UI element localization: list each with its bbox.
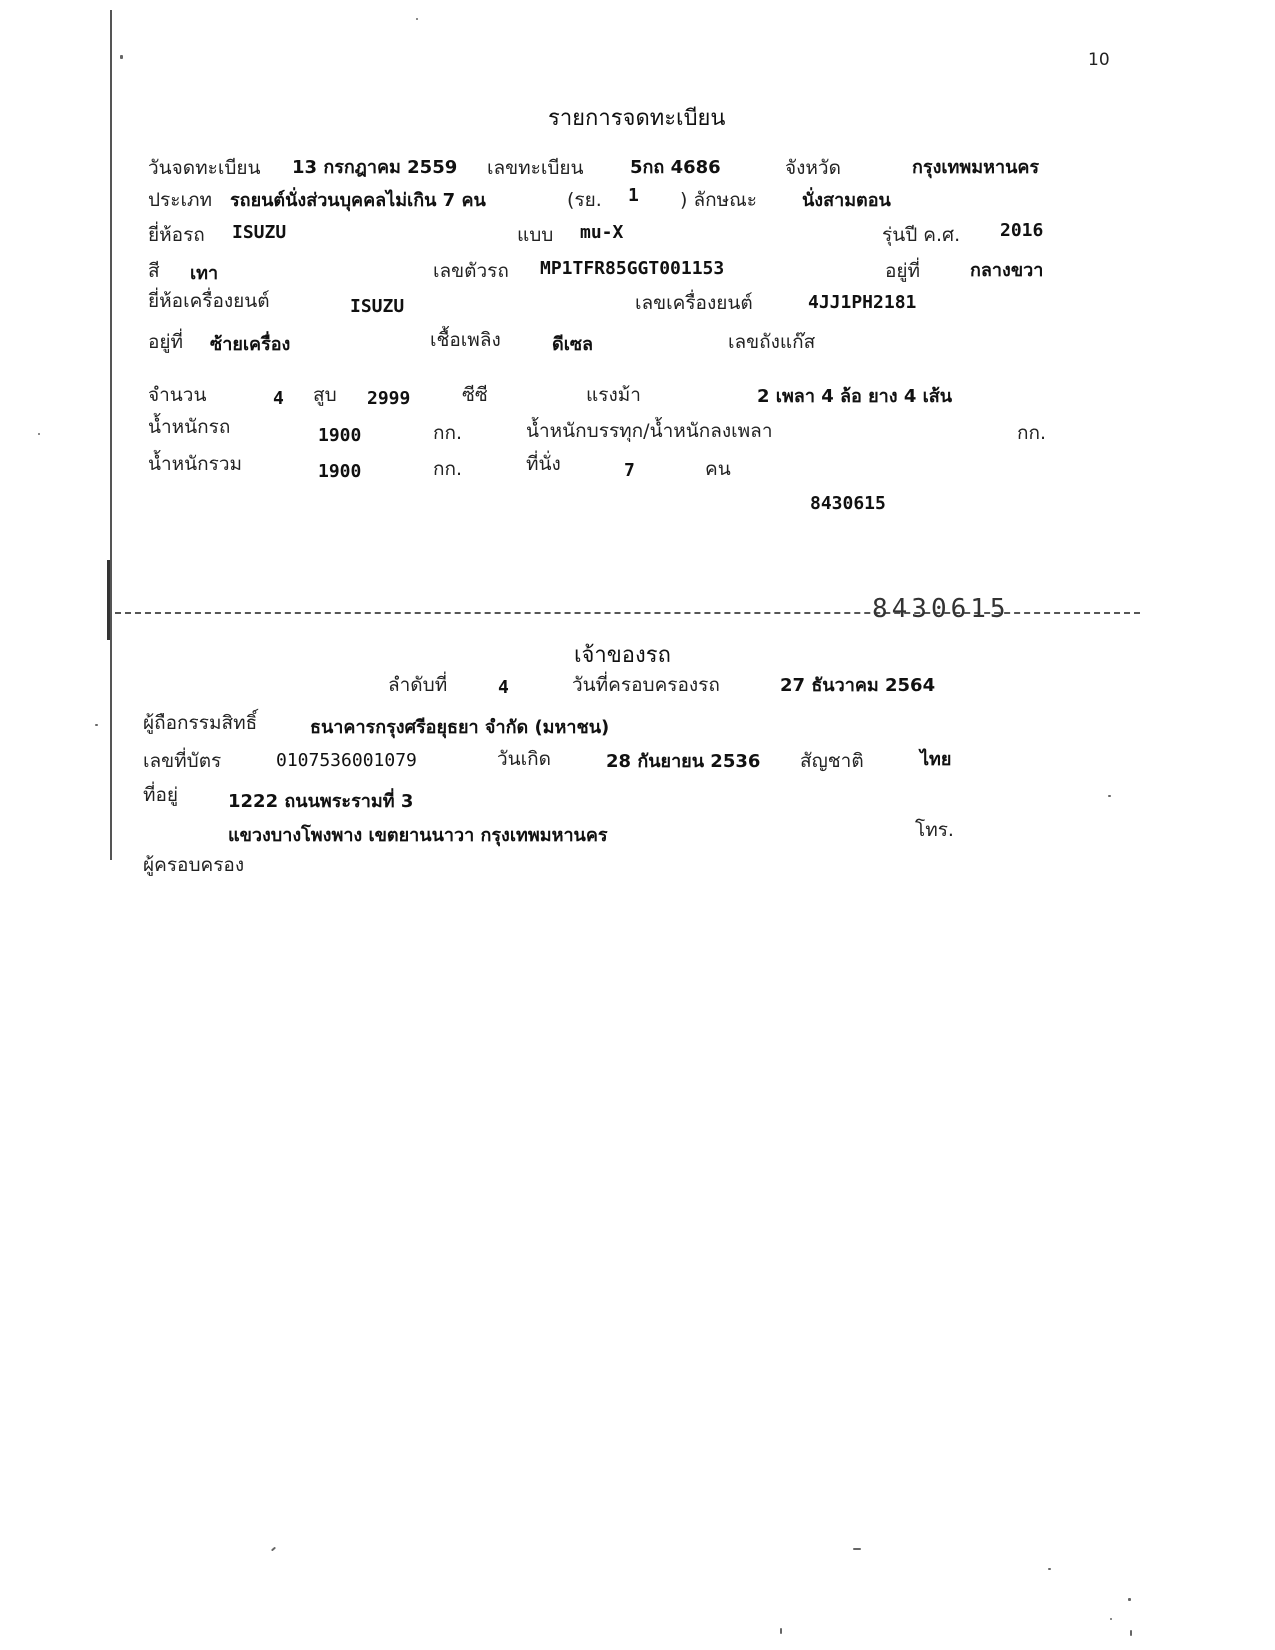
style-value: นั่งสามตอน xyxy=(802,190,891,211)
page-number: 10 xyxy=(1088,50,1110,70)
cc-label: ซีซี xyxy=(462,384,488,406)
cutoff-text: ผู้ครอบครอง xyxy=(143,854,245,876)
stamped-code-cut xyxy=(872,594,1010,624)
plate-label: เลขทะเบียน xyxy=(487,157,584,179)
birth-date-value: 28 กันยายน 2536 xyxy=(606,751,761,772)
possession-date-label: วันที่ครอบครองรถ xyxy=(572,674,720,696)
model-value: mu-X xyxy=(580,222,624,243)
possession-date-value: 27 ธันวาคม 2564 xyxy=(780,675,936,696)
fuel-value: ดีเซล xyxy=(552,334,594,355)
seats-label: ที่นั่ง xyxy=(526,453,561,475)
chassis-location-value: กลางขวา xyxy=(970,260,1044,281)
document-code: 8430615 xyxy=(810,493,886,514)
id-number-label: เลขที่บัตร xyxy=(143,750,222,772)
binding-edge-mark xyxy=(107,560,110,640)
vehicle-weight-label: น้ำหนักรถ xyxy=(148,416,231,438)
scan-speck xyxy=(95,724,98,726)
scan-speck xyxy=(416,18,418,20)
year-value: 2016 xyxy=(1000,220,1044,241)
address-label: ที่อยู่ xyxy=(143,784,179,806)
scan-speck xyxy=(853,1548,861,1550)
ry-value: 1 xyxy=(628,185,639,206)
gas-tank-label: เลขถังแก๊ส xyxy=(728,331,816,353)
weight-kg-label: กก. xyxy=(433,422,463,444)
reg-date-label: วันจดทะเบียน xyxy=(148,157,261,179)
color-value: เทา xyxy=(190,263,219,284)
scan-speck xyxy=(1128,1598,1131,1601)
engine-location-value: ซ้ายเครื่อง xyxy=(210,334,291,355)
owner-title: เจ้าของรถ xyxy=(574,643,671,668)
id-number-value: 0107536001079 xyxy=(276,750,417,771)
reg-date-value: 13 กรกฎาคม 2559 xyxy=(292,157,458,178)
brand-value: ISUZU xyxy=(232,222,287,243)
load-kg-label: กก. xyxy=(1017,422,1047,444)
nationality-value: ไทย xyxy=(920,749,952,770)
province-value: กรุงเทพมหานคร xyxy=(912,157,1040,178)
cc-value: 2999 xyxy=(367,388,411,409)
province-label: จังหวัด xyxy=(785,157,841,179)
style-label: ) ลักษณะ xyxy=(680,189,757,211)
scan-speck xyxy=(271,1547,276,1552)
scan-speck xyxy=(1048,1568,1051,1570)
stamped-code-text: 8430615 xyxy=(872,594,1010,624)
engine-location-label: อยู่ที่ xyxy=(148,331,184,353)
holder-label: ผู้ถือกรรมสิทธิ์ xyxy=(143,712,258,734)
scan-speck xyxy=(1130,1630,1132,1636)
total-weight-value: 1900 xyxy=(318,461,362,482)
engine-brand-value: ISUZU xyxy=(350,296,405,317)
holder-value: ธนาคารกรุงศรีอยุธยา จำกัด (มหาชน) xyxy=(310,717,610,738)
year-label: รุ่นปี ค.ศ. xyxy=(882,224,961,246)
horsepower-label: แรงม้า xyxy=(586,384,641,406)
scan-speck xyxy=(1108,795,1111,797)
type-value: รถยนต์นั่งส่วนบุคคลไม่เกิน 7 คน xyxy=(230,190,486,211)
scan-speck xyxy=(38,433,40,435)
load-weight-label: น้ำหนักบรรทุก/น้ำหนักลงเพลา xyxy=(526,420,773,442)
brand-label: ยี่ห้อรถ xyxy=(148,224,205,246)
plate-value: 5กถ 4686 xyxy=(630,157,721,178)
ry-label: (รย. xyxy=(567,189,602,211)
binding-edge-line xyxy=(110,10,112,860)
type-label: ประเภท xyxy=(148,189,213,211)
phone-label: โทร. xyxy=(915,819,954,841)
seats-value: 7 xyxy=(624,460,635,481)
nationality-label: สัญชาติ xyxy=(800,750,864,772)
chassis-value: MP1TFR85GGT001153 xyxy=(540,258,725,279)
registration-title: รายการจดทะเบียน xyxy=(548,106,726,131)
scan-speck xyxy=(120,55,123,59)
model-label: แบบ xyxy=(517,224,554,246)
vehicle-weight-value: 1900 xyxy=(318,425,362,446)
cutoff-row xyxy=(143,850,245,876)
chassis-location-label: อยู่ที่ xyxy=(885,260,921,282)
color-label: สี xyxy=(148,260,160,282)
birth-date-label: วันเกิด xyxy=(497,748,551,770)
address-line1: 1222 ถนนพระรามที่ 3 xyxy=(228,791,414,812)
chassis-label: เลขตัวรถ xyxy=(433,260,509,282)
scan-speck xyxy=(780,1628,782,1634)
count-value: 4 xyxy=(273,388,284,409)
engine-number-label: เลขเครื่องยนต์ xyxy=(635,292,753,314)
cylinder-label: สูบ xyxy=(313,384,337,406)
fuel-label: เชื้อเพลิง xyxy=(430,329,501,351)
address-line2: แขวงบางโพงพาง เขตยานนาวา กรุงเทพมหานคร xyxy=(228,825,608,846)
scan-speck xyxy=(1110,1618,1112,1620)
total-weight-label: น้ำหนักรวม xyxy=(148,453,243,475)
person-label: คน xyxy=(705,458,731,480)
order-label: ลำดับที่ xyxy=(388,674,448,696)
order-value: 4 xyxy=(498,677,509,698)
total-weight-kg-label: กก. xyxy=(433,458,463,480)
axle-wheel-tire-value: 2 เพลา 4 ล้อ ยาง 4 เส้น xyxy=(757,386,953,407)
count-label: จำนวน xyxy=(148,384,207,406)
engine-brand-label: ยี่ห้อเครื่องยนต์ xyxy=(148,290,270,312)
engine-number-value: 4JJ1PH2181 xyxy=(808,292,917,313)
